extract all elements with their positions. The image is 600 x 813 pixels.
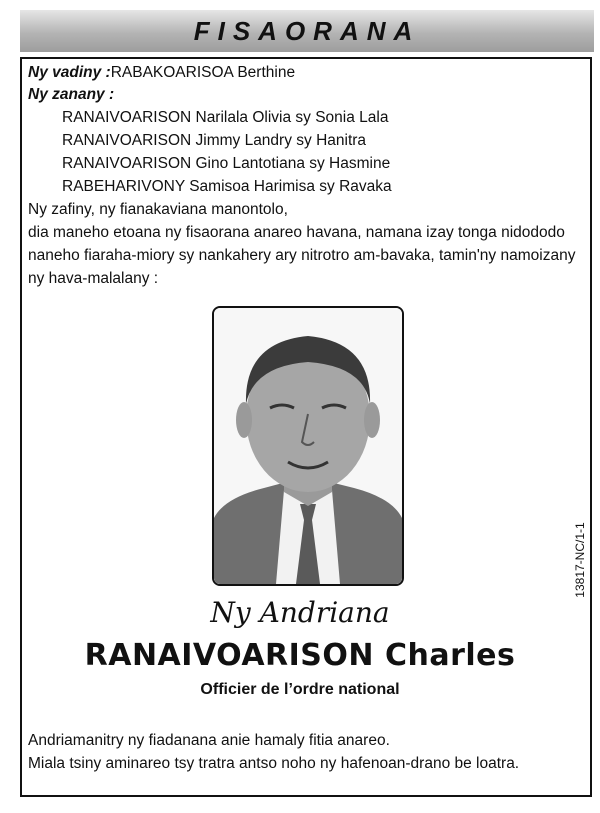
relatives-line: Ny zafiny, ny fianakaviana manontolo, <box>28 201 288 218</box>
deceased-name: RANAIVOARISON Charles <box>84 638 516 673</box>
portrait-illustration <box>214 308 402 584</box>
message-line: dia maneho etoana ny fisaorana anareo havana, namana izay tonga nidododo <box>28 224 565 241</box>
closing-line: Miala tsiny aminareo tsy tratra antso noho ny hafenoan-drano be loatra. <box>28 755 520 772</box>
spouse-line <box>28 62 295 84</box>
child-line: RANAIVOARISON Gino Lantotiana sy Hasmine <box>62 155 391 172</box>
header-banner <box>20 10 594 52</box>
ad-reference-code: 13817-NC/1-1 <box>573 522 587 598</box>
honorific-title: Ny Andriana <box>210 596 390 629</box>
child-line: RABEHARIVONY Samisoa Harimisa sy Ravaka <box>62 178 392 195</box>
message-line: ny hava-malalany : <box>28 270 159 287</box>
children-label: Ny zanany : <box>28 86 115 103</box>
child-line: RANAIVOARISON Jimmy Landry sy Hanitra <box>62 132 367 149</box>
deceased-rank: Officier de l’ordre national <box>200 681 400 698</box>
closing-line: Andriamanitry ny fiadanana anie hamaly fitia anareo. <box>28 732 390 749</box>
child-line: RANAIVOARISON Narilala Olivia sy Sonia Lala <box>62 109 389 126</box>
message-line: naneho fiaraha-miory sy nankahery ary nitrotro am-bavaka, tamin'ny namoizany <box>28 247 576 264</box>
spouse-label: Ny vadiny : <box>28 64 111 81</box>
portrait-photo <box>212 306 404 586</box>
spouse-name: RABAKOARISOA Berthine <box>110 64 296 81</box>
header-title: FISAORANA <box>193 15 421 46</box>
